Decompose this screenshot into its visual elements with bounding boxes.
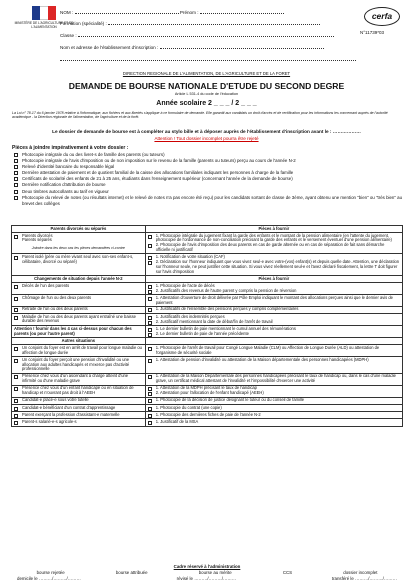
checkbox[interactable] <box>148 399 152 403</box>
admin-option[interactable]: bourse rejetée <box>36 570 65 575</box>
table-row: Parent-s salarié-e-s agricole-s 1. Justificatif de la MSA <box>12 419 403 426</box>
checkbox[interactable] <box>148 387 152 391</box>
table-row: Présence chez vous d'un enfant handicapé ou en situation de handicap et n'ouvrant pas droit à l'AEEH 1. Attestation de la MDPH précisant le taux de handicap 2. Attestation pour l'allocation de l'enfant handicapé (AEEH) <box>12 385 403 397</box>
admin-option[interactable]: CCS <box>282 570 293 575</box>
changes-header: Changements de situation depuis l'année N-2 <box>12 275 146 282</box>
prenom-label: Prénom : <box>179 10 199 15</box>
formation-field[interactable] <box>108 24 320 25</box>
checkbox[interactable] <box>148 261 152 265</box>
checkbox[interactable] <box>14 407 18 411</box>
checkbox[interactable] <box>14 159 18 163</box>
formation-line <box>60 21 320 26</box>
admin-box <box>11 564 403 581</box>
checkbox[interactable] <box>148 347 152 351</box>
checkbox[interactable] <box>148 333 152 337</box>
checkbox[interactable] <box>148 328 152 332</box>
table-row: Présence chez vous d'un ascendant à charge atteint d'une infirmité ou d'une maladie grave 1. Attestation de la Maison Départementale des personnes handicapées précisant le taux de handicap ou, dans le cas d'une maladie grave, un certificat médical attestant de l'invalidité et l'impossibilité d'exercer une activité <box>12 373 403 385</box>
admin-option[interactable]: dossier incomplet <box>343 570 378 575</box>
row-note: Joindre dans les deux cas les pièces demandées ci-contre <box>31 246 125 251</box>
checkbox[interactable] <box>148 244 152 248</box>
col-header-left: Parents divorcés ou séparés <box>12 226 146 233</box>
admin-date[interactable]: transféré le ………/………/……… <box>331 576 397 581</box>
pieces-list <box>14 152 404 207</box>
checkbox[interactable] <box>14 387 18 391</box>
table-row: Parents divorcés Parents séparés Joindre dans les deux cas les pièces demandées ci-contre 1. Photocopie intégrale du jugement fixant la garde des enfants et le montant de la pension alimentaire (en l'attente du jugement, photocopie de l'ordonnance de non-conciliation précisant la garde des enfants et le versement éventuel d'une pension alimentaire) 2. Photocopie de l'avis d'imposition des deux parents en cas de garde alternée ou en cas de séparation de fait sans démarche officielle ni justificatif <box>12 232 403 253</box>
form-title: DEMANDE DE BOURSE NATIONALE D'ETUDE DU SECOND DEGRE <box>68 81 345 91</box>
autres-header: Autres situations <box>12 338 146 345</box>
table-row: Candidat-e placé-e sous votre tutelle 1. Photocopie de la décision de justice désignant le tuteur ou du conseil de famille <box>12 397 403 404</box>
piece-item: Deux timbres autocollants au tarif en vigueur <box>14 189 404 195</box>
checkbox[interactable] <box>14 316 18 320</box>
table-row: Un conjoint du foyer est en arrêt de travail pour longue maladie ou affection de longue durée 1. Photocopie de l'arrêt de travail pour Congé Longue Maladie (CLM) ou Affection de Longue Durée (ALD) ou attestation de l'organisme de sécurité sociale <box>12 345 403 357</box>
piece-item: Certificats de scolarité des enfants de 21 à 25 ans, étudiants dans l'enseignement supérieur (concernant l'année de la demande de bourse) <box>14 176 404 182</box>
checkbox[interactable] <box>14 297 18 301</box>
piece-item: Dernière notification d'attribution de bourse <box>14 182 404 188</box>
classe-field[interactable] <box>78 36 334 37</box>
prenom-field[interactable] <box>200 13 284 14</box>
table-row: Un conjoint du foyer perçoit une pension d'invalidité ou une allocation aux adultes handicapés et n'exerce pas d'activité professionnelle 1. Attestation de pension d'invalidité ou attestation de la Maison départementale des personnes handicapées (MDPH) <box>12 357 403 374</box>
checkbox[interactable] <box>14 359 18 363</box>
checkbox[interactable] <box>14 414 18 418</box>
etablissement-line-2 <box>60 57 356 62</box>
piece-item: Dernière attestation de paiement et de quotient familial de la caisse des allocations familiales indiquant les personnes à charge de la famille <box>14 170 404 176</box>
nom-field[interactable] <box>75 13 179 14</box>
checkbox[interactable] <box>14 375 18 379</box>
admin-box-title: Cadre réservé à l'administration <box>173 564 241 569</box>
table-row: Retraite de l'un ou des deux parents 1. Justificatifs de l'ensemble des pensions perçues y compris complémentaires <box>12 306 403 313</box>
checkbox[interactable] <box>148 235 152 239</box>
direction-title: DIRECTION REGIONALE DE L'ALIMENTATION, DE L'AGRICULTURE ET DE LA FORET <box>122 71 291 76</box>
checkbox[interactable] <box>148 407 152 411</box>
piece-item: Photocopie du relevé de notes (ou résultats internet) et le relevé de notes n'a pas encore été reçu) pour les candidats sortant de classe de 3ème, ayant obtenu une mention "bien" ou "très bien" au brevet des collèges <box>14 195 404 207</box>
classe-line <box>60 33 334 38</box>
piece-item: Relevé d'identité bancaire du responsable légal <box>14 164 404 170</box>
admin-option[interactable]: bourse au mérite <box>198 570 232 575</box>
article-ref: Article L 531-4 du code de l'éducation <box>174 92 239 96</box>
admin-date[interactable]: révisé le ………/………/……… <box>176 576 237 581</box>
table-row: Attention ! fournir dans les 4 cas ci-dessus pour chacun des parents (ou pour l'autre parent) 1. Le dernier bulletin de paie mentionnant le cumul annuel des rémunérations 2. Le dernier bulletin de paie de l'année précédente <box>12 326 403 338</box>
table-row: Candidat-e bénéficiant d'un contrat d'apprentissage 1. Photocopie du contrat (une copie) <box>12 404 403 411</box>
checkbox[interactable] <box>148 308 152 312</box>
deposit-instruction: Le dossier de demande de bourse est à compléter au stylo bille et à déposer auprès de l'établissement d'inscription avant le : ……………… <box>52 129 361 134</box>
law-text: La Loi n° 78-17 du 6 janvier 1978 relative à l'informatique, aux fichiers et aux libertés s'applique à ce formulaire de demande. Elle garantit aux candidats un droit d'accès et de rectification pour les informations les concernant auprès de l'autorité académique - la Direction régionale de l'alimentation, de l'agriculture et de la forêt. <box>12 111 388 120</box>
checkbox[interactable] <box>14 399 18 403</box>
etablissement-field-2[interactable] <box>60 60 356 61</box>
checkbox[interactable] <box>148 359 152 363</box>
etablissement-line <box>60 45 324 50</box>
table-row: Chômage de l'un ou des deux parents 1. Attestation d'ouverture de droit délivrée par Pôle Emploi indiquant le montant des allocations perçues ainsi que le dernier avis de paiement <box>12 295 403 307</box>
checkbox[interactable] <box>14 153 18 157</box>
checkbox[interactable] <box>14 183 18 187</box>
checkbox[interactable] <box>148 392 152 396</box>
logo-text: MINISTÈRE DE L'AGRICULTURE ET DE L'ALIMENTATION <box>14 21 74 29</box>
checkbox[interactable] <box>14 165 18 169</box>
admin-date[interactable]: demicile le ………/………/……… <box>17 576 81 581</box>
checkbox[interactable] <box>148 375 152 379</box>
checkbox[interactable] <box>14 171 18 175</box>
checkbox[interactable] <box>14 421 18 425</box>
classe-label: Classe : <box>60 33 77 38</box>
formation-label: Formation (spécialité) : <box>60 21 107 26</box>
school-year: Année scolaire 2 _ _ _ / 2 _ _ _ <box>156 100 257 107</box>
checkbox[interactable] <box>14 308 18 312</box>
etablissement-label: Nom et adresse de l'établissement d'inscription : <box>60 45 159 50</box>
checkbox[interactable] <box>14 256 18 260</box>
admin-option[interactable]: bourse attribuée <box>115 570 148 575</box>
checkbox[interactable] <box>148 316 152 320</box>
checkbox[interactable] <box>148 321 152 325</box>
piece-item: Photocopie intégrale du ou des livret-s de famille des parents (ou tuteurs) <box>14 152 404 158</box>
cerfa-logo: cerfa <box>364 7 400 26</box>
piece-item: Photocopie intégrale de l'avis d'imposition ou de non imposition sur le revenu de la famille (parents ou tuteurs) perçu au cours de l'année N-2 <box>14 158 404 164</box>
checkbox[interactable] <box>14 190 18 194</box>
col-header-right: Pièces à fournir <box>145 226 402 233</box>
table-row: Décès de l'un des parents 1. Photocopie de l'acte de décès 2. Justificatifs des revenus de l'autre parent y compris la pension de réversion <box>12 282 403 294</box>
checkbox[interactable] <box>148 297 152 301</box>
checkbox[interactable] <box>148 421 152 425</box>
pieces-table <box>11 225 403 427</box>
checkbox[interactable] <box>14 285 18 289</box>
checkbox[interactable] <box>14 235 18 239</box>
nom-line <box>60 10 284 15</box>
checkbox[interactable] <box>148 285 152 289</box>
nom-label: NOM : <box>60 10 74 15</box>
cerfa-number: N°11739*03 <box>360 30 384 35</box>
checkbox[interactable] <box>14 177 18 181</box>
checkbox[interactable] <box>148 256 152 260</box>
table-row: Parent exerçant la profession d'assistant-e maternelle 1. Photocopie des dernières fiches de paie de l'année N-2 <box>12 412 403 419</box>
table-row: Parent isolé (père ou mère vivant seul avec son-ses enfant-s, célibataire, divorcé ou séparé) 1. Notification de votre situation (CAF) 2. Déclaration sur l'honneur indiquant que vous vivez seul-e avec votre-(vos) enfant(s) et depuis quelle date. Attention, une déclaration sur l'honneur seule, ne peut justifier cette situation. Si vous vivez réellement seul-e et l'avez déclaré fiscalement, la lettre T doit figurer sur l'avis d'imposition <box>12 254 403 276</box>
pieces-title: Pièces à joindre impérativement à votre dossier : <box>12 145 129 151</box>
attention-warning: Attention ! Tout dossier incomplet pourra être rejeté <box>154 136 259 141</box>
checkbox[interactable] <box>148 414 152 418</box>
flag-icon <box>32 6 56 20</box>
checkbox[interactable] <box>148 290 152 294</box>
table-row: Maladie de l'un ou des deux parents ayant entraîné une baisse durable des revenus 1. Justificatifs des indemnités perçues 2. Justificatif mentionnant la date de début/fin de l'arrêt de travail <box>12 314 403 326</box>
etablissement-field[interactable] <box>160 48 324 49</box>
changes-header-right: Pièces à fournir <box>145 275 402 282</box>
checkbox[interactable] <box>14 347 18 351</box>
checkbox[interactable] <box>14 196 18 200</box>
